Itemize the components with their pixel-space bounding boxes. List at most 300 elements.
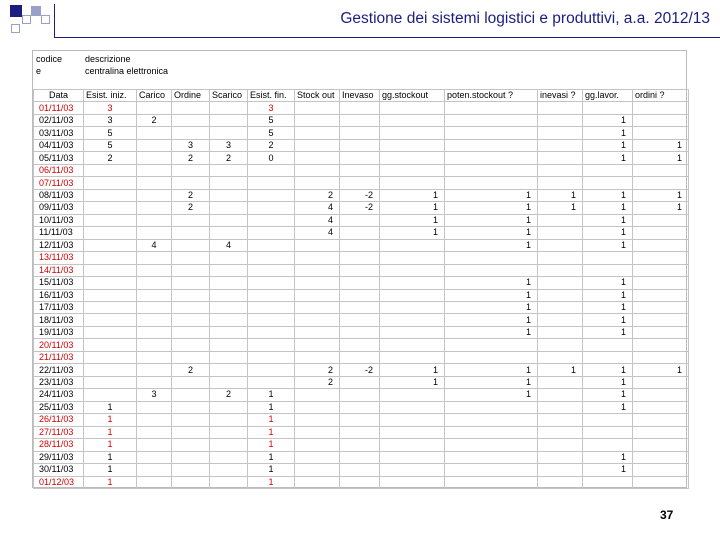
- table-cell: [210, 127, 248, 139]
- table-cell: 1: [380, 189, 445, 201]
- table-cell: 3: [84, 102, 137, 114]
- table-cell: 1: [538, 202, 583, 214]
- table-cell: [137, 339, 172, 351]
- table-cell: [538, 301, 583, 313]
- table-cell: [84, 339, 137, 351]
- table-row: [34, 114, 689, 126]
- decoration-square: [41, 15, 50, 24]
- table-cell: [583, 439, 633, 451]
- table-cell: [340, 152, 380, 164]
- table-cell: [210, 277, 248, 289]
- code-label: codice: [36, 54, 63, 64]
- table-cell: 1: [583, 401, 633, 413]
- table-cell: [380, 152, 445, 164]
- table-cell: 4: [210, 239, 248, 251]
- table-cell: [295, 264, 340, 276]
- table-cell: [295, 389, 340, 401]
- table-cell: [380, 401, 445, 413]
- table-cell: [84, 326, 137, 338]
- table-row: [34, 214, 689, 226]
- table-cell: [210, 464, 248, 476]
- table-cell: [633, 252, 689, 264]
- table-row: [34, 451, 689, 463]
- table-cell: [137, 277, 172, 289]
- table-cell: [633, 451, 689, 463]
- column-header: Ordine: [172, 90, 210, 102]
- table-cell: [340, 314, 380, 326]
- table-cell: 1: [583, 214, 633, 226]
- table-cell: 2: [84, 152, 137, 164]
- table-row: [34, 339, 689, 351]
- sheet-info: [33, 51, 686, 89]
- table-cell: 0: [248, 152, 295, 164]
- date-cell: 21/11/03: [34, 351, 84, 363]
- table-cell: [633, 114, 689, 126]
- table-row: [34, 464, 689, 476]
- table-cell: [210, 214, 248, 226]
- table-cell: 1: [380, 202, 445, 214]
- table-row: [34, 301, 689, 313]
- table-cell: 2: [172, 364, 210, 376]
- table-cell: [445, 401, 538, 413]
- table-cell: 1: [445, 202, 538, 214]
- table-cell: [538, 152, 583, 164]
- table-cell: [248, 227, 295, 239]
- table-cell: [538, 214, 583, 226]
- table-cell: 1: [445, 314, 538, 326]
- table-cell: [84, 289, 137, 301]
- table-cell: [380, 139, 445, 151]
- table-cell: [340, 277, 380, 289]
- table-cell: [210, 401, 248, 413]
- table-cell: 1: [583, 239, 633, 251]
- table-cell: [340, 289, 380, 301]
- table-cell: [210, 264, 248, 276]
- table-cell: 2: [295, 189, 340, 201]
- table-cell: [340, 326, 380, 338]
- date-cell: 09/11/03: [34, 202, 84, 214]
- table-cell: [380, 414, 445, 426]
- inventory-table: [33, 89, 689, 489]
- table-cell: [340, 214, 380, 226]
- table-cell: [538, 376, 583, 388]
- table-cell: [210, 326, 248, 338]
- column-header: Carico: [137, 90, 172, 102]
- table-cell: 1: [633, 202, 689, 214]
- table-cell: [248, 376, 295, 388]
- table-row: [34, 152, 689, 164]
- table-cell: [633, 339, 689, 351]
- table-cell: [210, 351, 248, 363]
- table-cell: [210, 339, 248, 351]
- table-cell: [538, 314, 583, 326]
- table-cell: [172, 102, 210, 114]
- table-cell: [137, 451, 172, 463]
- table-cell: [633, 214, 689, 226]
- table-cell: [340, 351, 380, 363]
- table-cell: [172, 289, 210, 301]
- table-cell: [583, 102, 633, 114]
- table-cell: [210, 451, 248, 463]
- table-cell: [633, 426, 689, 438]
- table-cell: [445, 464, 538, 476]
- table-cell: [340, 426, 380, 438]
- table-cell: [210, 426, 248, 438]
- decoration-square: [22, 15, 31, 24]
- table-cell: [84, 264, 137, 276]
- table-cell: 3: [172, 139, 210, 151]
- table-cell: [380, 114, 445, 126]
- column-header: gg.stockout: [380, 90, 445, 102]
- table-cell: [445, 451, 538, 463]
- table-cell: 1: [583, 202, 633, 214]
- table-cell: [380, 426, 445, 438]
- table-cell: 1: [445, 376, 538, 388]
- table-cell: [445, 177, 538, 189]
- table-cell: [538, 127, 583, 139]
- table-cell: [538, 114, 583, 126]
- table-cell: [84, 389, 137, 401]
- table-row: [34, 252, 689, 264]
- table-cell: [340, 102, 380, 114]
- table-cell: [538, 451, 583, 463]
- table-cell: [633, 164, 689, 176]
- title-rule: [54, 37, 720, 38]
- table-cell: 1: [84, 451, 137, 463]
- table-cell: [380, 289, 445, 301]
- table-cell: [210, 202, 248, 214]
- table-cell: [172, 401, 210, 413]
- table-header-row: [34, 90, 689, 102]
- table-cell: 1: [583, 364, 633, 376]
- table-cell: [295, 426, 340, 438]
- table-cell: [633, 102, 689, 114]
- table-cell: 1: [84, 401, 137, 413]
- table-cell: [84, 301, 137, 313]
- date-cell: 03/11/03: [34, 127, 84, 139]
- table-cell: [210, 364, 248, 376]
- table-cell: 1: [445, 277, 538, 289]
- table-cell: [84, 214, 137, 226]
- table-cell: 1: [583, 139, 633, 151]
- table-cell: [445, 252, 538, 264]
- decoration-square: [10, 5, 22, 17]
- date-cell: 01/12/03: [34, 476, 84, 488]
- table-cell: [538, 139, 583, 151]
- table-cell: [445, 139, 538, 151]
- table-cell: [583, 351, 633, 363]
- code-value: e: [36, 66, 42, 76]
- table-cell: [340, 139, 380, 151]
- table-cell: 1: [583, 127, 633, 139]
- table-cell: [172, 339, 210, 351]
- table-cell: 1: [445, 326, 538, 338]
- column-header: ordini ?: [633, 90, 689, 102]
- table-cell: 1: [248, 401, 295, 413]
- table-cell: [445, 476, 538, 488]
- table-cell: [248, 351, 295, 363]
- table-cell: [172, 277, 210, 289]
- decoration-square: [11, 24, 20, 33]
- table-row: [34, 439, 689, 451]
- table-cell: [172, 451, 210, 463]
- table-cell: 3: [84, 114, 137, 126]
- table-cell: [340, 376, 380, 388]
- table-cell: [538, 389, 583, 401]
- table-cell: [380, 339, 445, 351]
- table-cell: [295, 439, 340, 451]
- table-cell: [380, 277, 445, 289]
- table-cell: [295, 464, 340, 476]
- column-header: inevasi ?: [538, 90, 583, 102]
- table-cell: [583, 426, 633, 438]
- table-cell: [137, 127, 172, 139]
- table-cell: [172, 301, 210, 313]
- table-cell: [380, 102, 445, 114]
- date-cell: 06/11/03: [34, 164, 84, 176]
- table-cell: [445, 339, 538, 351]
- table-cell: [380, 476, 445, 488]
- table-cell: [380, 164, 445, 176]
- table-row: [34, 376, 689, 388]
- table-cell: [137, 214, 172, 226]
- table-cell: [137, 189, 172, 201]
- table-cell: [172, 177, 210, 189]
- date-cell: 08/11/03: [34, 189, 84, 201]
- table-cell: [137, 364, 172, 376]
- table-cell: [340, 339, 380, 351]
- table-cell: 1: [583, 389, 633, 401]
- table-cell: 2: [137, 114, 172, 126]
- table-cell: [137, 301, 172, 313]
- table-cell: [295, 152, 340, 164]
- table-cell: [633, 464, 689, 476]
- table-cell: 1: [248, 476, 295, 488]
- table-cell: [210, 314, 248, 326]
- spreadsheet: [32, 50, 687, 488]
- table-row: [34, 189, 689, 201]
- table-cell: 5: [248, 114, 295, 126]
- table-row: [34, 239, 689, 251]
- table-cell: [137, 227, 172, 239]
- date-cell: 04/11/03: [34, 139, 84, 151]
- table-cell: [137, 401, 172, 413]
- title-divider: [54, 4, 55, 37]
- table-cell: [84, 351, 137, 363]
- table-cell: [538, 464, 583, 476]
- table-cell: [172, 439, 210, 451]
- table-cell: [340, 177, 380, 189]
- date-cell: 19/11/03: [34, 326, 84, 338]
- table-cell: [137, 202, 172, 214]
- table-cell: [295, 102, 340, 114]
- table-cell: [137, 326, 172, 338]
- table-cell: 4: [137, 239, 172, 251]
- table-cell: [137, 164, 172, 176]
- table-row: [34, 289, 689, 301]
- table-cell: 1: [445, 301, 538, 313]
- table-cell: [538, 102, 583, 114]
- table-cell: [340, 114, 380, 126]
- table-cell: [633, 351, 689, 363]
- table-cell: [210, 289, 248, 301]
- table-cell: [137, 152, 172, 164]
- table-cell: [295, 476, 340, 488]
- table-cell: [172, 389, 210, 401]
- table-cell: [137, 264, 172, 276]
- table-cell: [633, 277, 689, 289]
- table-cell: [295, 164, 340, 176]
- table-cell: [172, 114, 210, 126]
- table-cell: [295, 277, 340, 289]
- date-cell: 01/11/03: [34, 102, 84, 114]
- table-cell: [445, 426, 538, 438]
- table-cell: [172, 127, 210, 139]
- table-cell: [380, 301, 445, 313]
- table-cell: 1: [84, 439, 137, 451]
- table-cell: 2: [210, 389, 248, 401]
- table-cell: 1: [633, 139, 689, 151]
- table-cell: [295, 289, 340, 301]
- table-cell: [137, 414, 172, 426]
- table-cell: [380, 439, 445, 451]
- table-cell: 1: [445, 239, 538, 251]
- page-number: 37: [660, 508, 674, 522]
- slide-title: Gestione dei sistemi logistici e produttivi, a.a. 2012/13: [340, 10, 710, 27]
- table-cell: [633, 227, 689, 239]
- table-cell: [380, 389, 445, 401]
- table-cell: [633, 376, 689, 388]
- table-cell: [172, 264, 210, 276]
- table-cell: 1: [583, 326, 633, 338]
- table-cell: [633, 326, 689, 338]
- table-cell: [295, 301, 340, 313]
- table-cell: [538, 439, 583, 451]
- table-cell: [538, 401, 583, 413]
- table-cell: [137, 426, 172, 438]
- table-cell: [172, 239, 210, 251]
- date-cell: 14/11/03: [34, 264, 84, 276]
- table-cell: [248, 264, 295, 276]
- table-cell: 1: [445, 289, 538, 301]
- table-cell: 1: [583, 227, 633, 239]
- table-cell: 1: [380, 227, 445, 239]
- table-cell: 2: [172, 152, 210, 164]
- table-cell: [84, 164, 137, 176]
- table-cell: [538, 227, 583, 239]
- table-cell: [445, 264, 538, 276]
- table-cell: [137, 464, 172, 476]
- table-cell: [340, 451, 380, 463]
- table-cell: [538, 339, 583, 351]
- table-cell: 1: [248, 464, 295, 476]
- date-cell: 10/11/03: [34, 214, 84, 226]
- date-cell: 25/11/03: [34, 401, 84, 413]
- table-cell: [583, 252, 633, 264]
- table-cell: [340, 439, 380, 451]
- table-cell: 5: [84, 139, 137, 151]
- table-cell: [172, 214, 210, 226]
- table-cell: [633, 389, 689, 401]
- table-cell: [248, 202, 295, 214]
- column-header: Esist. iniz.: [84, 90, 137, 102]
- table-cell: [84, 277, 137, 289]
- table-cell: [248, 314, 295, 326]
- table-cell: 1: [445, 189, 538, 201]
- date-cell: 20/11/03: [34, 339, 84, 351]
- table-cell: 1: [583, 301, 633, 313]
- table-cell: [538, 476, 583, 488]
- table-cell: [340, 401, 380, 413]
- table-cell: [248, 239, 295, 251]
- table-row: [34, 351, 689, 363]
- table-cell: [295, 326, 340, 338]
- table-cell: 1: [84, 414, 137, 426]
- table-cell: [295, 139, 340, 151]
- table-row: [34, 364, 689, 376]
- decoration-square: [31, 6, 41, 16]
- table-row: [34, 264, 689, 276]
- table-cell: [137, 289, 172, 301]
- table-cell: [538, 277, 583, 289]
- table-cell: [172, 476, 210, 488]
- table-cell: [172, 314, 210, 326]
- date-cell: 11/11/03: [34, 227, 84, 239]
- table-cell: 1: [633, 364, 689, 376]
- date-cell: 28/11/03: [34, 439, 84, 451]
- table-cell: [380, 351, 445, 363]
- table-cell: [380, 264, 445, 276]
- table-cell: [172, 164, 210, 176]
- table-cell: [172, 464, 210, 476]
- date-cell: 17/11/03: [34, 301, 84, 313]
- table-cell: [295, 252, 340, 264]
- table-cell: 2: [210, 152, 248, 164]
- table-cell: [137, 439, 172, 451]
- table-cell: 1: [633, 152, 689, 164]
- table-cell: [445, 127, 538, 139]
- table-cell: 1: [633, 189, 689, 201]
- table-cell: [172, 326, 210, 338]
- date-cell: 29/11/03: [34, 451, 84, 463]
- table-cell: [633, 127, 689, 139]
- table-cell: [295, 451, 340, 463]
- table-cell: 4: [295, 202, 340, 214]
- table-cell: [445, 102, 538, 114]
- table-cell: 2: [295, 364, 340, 376]
- table-cell: [340, 127, 380, 139]
- table-cell: [380, 239, 445, 251]
- table-cell: 1: [84, 464, 137, 476]
- table-cell: [84, 189, 137, 201]
- column-header: Data: [34, 90, 84, 102]
- table-cell: [295, 401, 340, 413]
- date-cell: 30/11/03: [34, 464, 84, 476]
- table-row: [34, 102, 689, 114]
- table-cell: -2: [340, 189, 380, 201]
- table-row: [34, 139, 689, 151]
- table-cell: [210, 102, 248, 114]
- table-cell: [84, 376, 137, 388]
- table-cell: [137, 376, 172, 388]
- column-header: Inevaso: [340, 90, 380, 102]
- table-cell: [538, 164, 583, 176]
- table-row: [34, 277, 689, 289]
- table-cell: 1: [583, 152, 633, 164]
- table-cell: 1: [248, 414, 295, 426]
- table-cell: [137, 314, 172, 326]
- table-cell: 1: [445, 227, 538, 239]
